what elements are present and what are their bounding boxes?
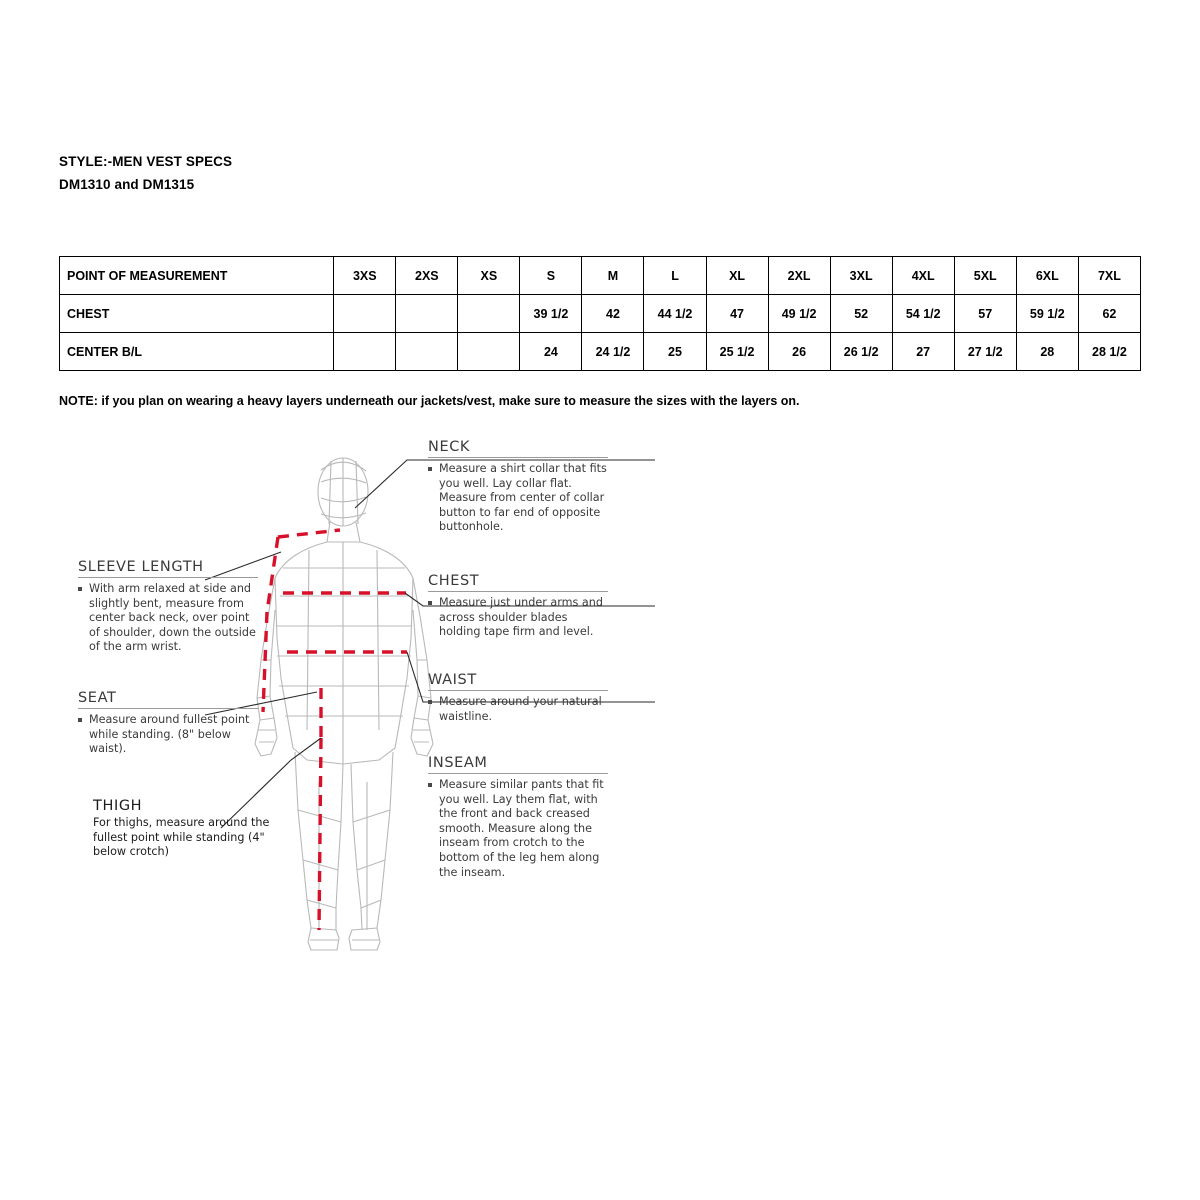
annotation-chest (428, 573, 608, 640)
divider (78, 577, 258, 578)
table-cell: 24 1/2 (582, 333, 644, 371)
annotation-thigh (93, 798, 273, 860)
column-header: 3XL (830, 257, 892, 295)
annotation-waist (428, 672, 608, 724)
size-spec-table (59, 256, 1141, 371)
divider (428, 690, 608, 691)
divider (78, 708, 258, 709)
table-cell: 52 (830, 295, 892, 333)
table-cell: 26 (768, 333, 830, 371)
column-header: M (582, 257, 644, 295)
column-header: 6XL (1016, 257, 1078, 295)
measurement-diagram (55, 430, 695, 960)
column-header: 3XS (334, 257, 396, 295)
annotation-heading: CHEST (428, 573, 480, 589)
measurement-note: NOTE: if you plan on wearing a heavy layers underneath our jackets/vest, make sure to measure the sizes with the layers on. (59, 394, 800, 408)
column-header: XL (706, 257, 768, 295)
table-cell (396, 295, 458, 333)
table-cell: 28 1/2 (1078, 333, 1140, 371)
column-header: 2XS (396, 257, 458, 295)
annotation-heading: WAIST (428, 672, 477, 688)
column-header: L (644, 257, 706, 295)
annotation-body: For thighs, measure around the fullest point while standing (4" below crotch) (93, 816, 270, 859)
annotation-heading: THIGH (93, 798, 143, 814)
table-cell: 42 (582, 295, 644, 333)
annotation-sleeve-length (78, 559, 258, 655)
column-header: XS (458, 257, 520, 295)
table-cell: 57 (954, 295, 1016, 333)
table-cell: 25 1/2 (706, 333, 768, 371)
column-header: 2XL (768, 257, 830, 295)
measurement-lines (263, 530, 407, 930)
annotation-body: With arm relaxed at side and slightly bent, measure from center back neck, over point of shoulder, down the outside of the arm wrist. (78, 582, 258, 655)
annotation-body: Measure a shirt collar that fits you well. Lay collar flat. Measure from center of collar button to far end of opposite buttonhole. (428, 462, 608, 535)
table-cell: 49 1/2 (768, 295, 830, 333)
table-header-row (60, 257, 1141, 295)
table-cell: 44 1/2 (644, 295, 706, 333)
annotation-heading: SEAT (78, 690, 117, 706)
table-cell: 39 1/2 (520, 295, 582, 333)
divider (428, 773, 608, 774)
annotation-heading: SLEEVE LENGTH (78, 559, 204, 575)
divider (428, 457, 608, 458)
table-cell: 24 (520, 333, 582, 371)
annotation-body: Measure around your natural waistline. (428, 695, 608, 724)
column-header: 5XL (954, 257, 1016, 295)
table-row (60, 295, 1141, 333)
column-header: S (520, 257, 582, 295)
column-header: 7XL (1078, 257, 1140, 295)
table-cell (458, 333, 520, 371)
annotation-inseam (428, 755, 608, 880)
divider (428, 591, 608, 592)
table-cell: 28 (1016, 333, 1078, 371)
table-cell (396, 333, 458, 371)
style-title-line-2: DM1310 and DM1315 (59, 177, 195, 192)
table-cell: 54 1/2 (892, 295, 954, 333)
annotation-heading: NECK (428, 439, 471, 455)
table-cell: 25 (644, 333, 706, 371)
row-label: CHEST (60, 295, 334, 333)
table-cell (334, 295, 396, 333)
annotation-body: Measure similar pants that fit you well. Lay them flat, with the front and back creased smooth. Measure along the inseam from crotch to the bottom of the leg hem along the inseam. (428, 778, 608, 880)
style-title-line-1: STYLE:-MEN VEST SPECS (59, 154, 233, 169)
table-cell: 27 (892, 333, 954, 371)
table-cell: 59 1/2 (1016, 295, 1078, 333)
annotation-neck (428, 439, 608, 535)
annotation-heading: INSEAM (428, 755, 488, 771)
table-cell (458, 295, 520, 333)
column-header: 4XL (892, 257, 954, 295)
table-cell: 47 (706, 295, 768, 333)
table-cell: 62 (1078, 295, 1140, 333)
page-title (59, 150, 232, 196)
annotation-body: Measure around fullest point while standing. (8" below waist). (78, 713, 258, 757)
annotation-seat (78, 690, 258, 757)
row-label: CENTER B/L (60, 333, 334, 371)
table-row (60, 333, 1141, 371)
table-cell (334, 333, 396, 371)
table-cell: 26 1/2 (830, 333, 892, 371)
column-header: POINT OF MEASUREMENT (60, 257, 334, 295)
table-cell: 27 1/2 (954, 333, 1016, 371)
annotation-body: Measure just under arms and across shoulder blades holding tape firm and level. (428, 596, 608, 640)
